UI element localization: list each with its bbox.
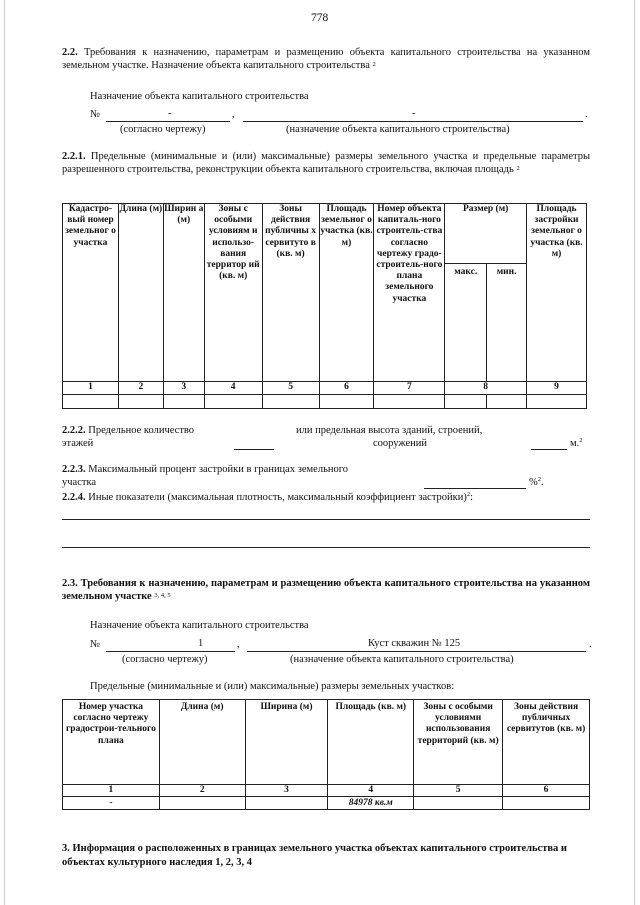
col-number: 7 [374,382,445,395]
header-special-zones: Зоны с особыми условиям и использо-вания территор ий (кв. м) [204,204,262,382]
empty-cell [527,395,587,409]
header-built-area: Площадь застройки земельног о участка (кв. м) [527,204,587,382]
header-servitude-zones: Зоны действия публичны х сервитуто в (кв. м) [262,204,319,382]
plot-limits-label: Предельные (минимальные и (или) максимальные) размеры земельных участков: [90,681,455,692]
scan-edge-right [634,0,635,905]
col-number: 2 [159,785,245,797]
other-indicators-line-1 [62,519,590,520]
header-special-zones: Зоны с особыми условиями использования территорий (кв. м) [414,700,503,785]
col-number: 6 [503,785,590,797]
area-cell: 84978 кв.м [328,797,414,810]
section-2-2-1-sup: 2 [516,165,520,172]
object-purpose-line-1 [243,121,583,122]
height-unit-text: м. [570,438,580,449]
header-width: Ширин а (м) [163,204,204,382]
header-length: Длина (м) [118,204,163,382]
section-2-2-3-plot: участка [62,477,97,488]
section-2-2-2-floors: этажей [62,438,94,449]
empty-cell [204,395,262,409]
other-indicators-line-2 [62,547,590,548]
object-number-value: 1 [198,638,204,649]
percent-line [424,488,526,489]
header-area: Площадь (кв. м) [328,700,414,785]
section-2-2-4-sup: 2 [466,491,471,498]
servitude-zones-cell [503,797,590,810]
no-sign-2: № [90,639,101,650]
col-number: 9 [527,382,587,395]
purpose-label-1: Назначение объекта капитального строительства [90,91,309,102]
section-2-2-1-text: Предельные (минимальные и (или) максимальные) размеры земельного участка и предельные параметры разрешенного строительства, реконструкции объекта капитального строительства, включая площадь [62,151,590,175]
object-purpose-line-2 [247,651,586,652]
empty-cell [374,395,445,409]
comma-1: , [232,109,235,120]
section-2-2-2-line1 [62,425,194,436]
empty-cell [118,395,163,409]
section-2-3-sup: 3, 4, 5 [154,592,171,599]
col-number: 1 [63,785,160,797]
percent-unit-dot: . [541,477,544,488]
header-cadastral-number: Кадастро-вый номер земельног о участка [63,204,119,382]
object-number-line-2 [106,651,235,652]
object-purpose-dash-1: - [412,108,416,119]
header-plot-number: Номер участка согласно чертежу градострои-тельного плана [63,700,160,785]
empty-cell [319,395,374,409]
special-zones-cell [414,797,503,810]
height-unit [570,438,583,449]
section-3-heading: 3. Информация о расположенных в границах земельного участка объектах капитального строительства и объектах культурного наследия 1, 2, 3, 4 [62,843,567,868]
limits-table [62,203,587,409]
section-2-2-3-line1 [62,464,348,475]
col-number: 3 [163,382,204,395]
floors-line [234,449,274,450]
section-2-2-3-text: Максимальный процент застройки в границах земельного [85,464,349,475]
header-length: Длина (м) [159,700,245,785]
col-number: 3 [245,785,328,797]
empty-cell [63,395,119,409]
caption-purpose-1: (назначение объекта капитального строительства) [286,124,510,135]
section-2-2-2-text1: Предельное количество [85,425,195,436]
object-number-dash-1: - [168,108,172,119]
header-size-min: мин. [487,264,527,382]
section-2-3-text: Требования к назначению, параметрам и размещению объекта капитального строительства на указанном земельном участке [62,578,590,602]
col-number: 5 [262,382,319,395]
empty-cell [262,395,319,409]
empty-cell [163,395,204,409]
section-2-2-4-colon: : [470,492,474,503]
caption-purpose-2: (назначение объекта капитального строительства) [290,654,514,665]
percent-unit-sup: 2 [537,476,541,483]
percent-unit-text: % [529,477,538,488]
page-number: 778 [311,12,329,24]
section-2-2-2-structures: сооружений [373,438,428,449]
header-servitude-zones: Зоны действия публичных сервитутов (кв. м) [503,700,590,785]
object-number-line-1 [106,121,230,122]
col-number: 2 [118,382,163,395]
section-2-2-number: 2.2. [62,47,78,58]
percent-unit [529,477,544,488]
purpose-label-2: Назначение объекта капитального строительства [90,620,309,631]
section-2-2-sup: 2 [372,61,376,68]
header-size: Размер (м) [445,204,527,264]
col-number: 8 [445,382,527,395]
section-2-2-4-number: 2.2.4. [62,492,86,503]
dot-1: . [585,109,588,120]
scan-edge-left [4,0,5,905]
comma-2: , [237,639,240,650]
height-line [531,449,567,450]
height-unit-sup: 2 [579,437,583,444]
empty-cell [487,395,527,409]
section-2-2-heading [62,46,590,72]
object-purpose-value: Куст скважин № 125 [368,638,461,649]
empty-cell [445,395,487,409]
caption-drawing-2: (согласно чертежу) [122,654,208,665]
col-number: 5 [414,785,503,797]
section-2-2-4-heading [62,492,473,503]
plots-table [62,699,590,810]
col-number: 6 [319,382,374,395]
section-2-2-1-number: 2.2.1. [62,151,86,162]
section-2-2-1-heading [62,150,590,176]
no-sign-1: № [90,109,101,120]
length-cell [159,797,245,810]
header-object-number: Номер объекта капиталь-ного строитель-ства согласно чертежу градо-строитель-ного плана земельного участка [374,204,445,382]
section-2-3-number: 2.3. [62,578,78,589]
col-number: 1 [63,382,119,395]
header-width: Ширина (м) [245,700,328,785]
col-number: 4 [328,785,414,797]
section-2-2-2-height: или предельная высота зданий, строений, [296,425,483,436]
width-cell [245,797,328,810]
section-2-2-3-number: 2.2.3. [62,464,86,475]
dot-2: . [589,639,592,650]
plot-number-cell: - [63,797,160,810]
header-size-max: макс. [445,264,487,382]
section-2-2-4-text: Иные показатели (максимальная плотность, максимальный коэффициент застройки) [85,492,467,503]
section-2-3-heading [62,577,590,603]
section-2-2-text: Требования к назначению, параметрам и размещению объекта капитального строительства на указанном земельном участке. Назначение объекта капитального строительства [62,47,590,71]
col-number: 4 [204,382,262,395]
section-2-2-2-number: 2.2.2. [62,425,86,436]
caption-drawing-1: (согласно чертежу) [120,124,206,135]
header-plot-area: Площадь земельног о участка (кв. м) [319,204,374,382]
